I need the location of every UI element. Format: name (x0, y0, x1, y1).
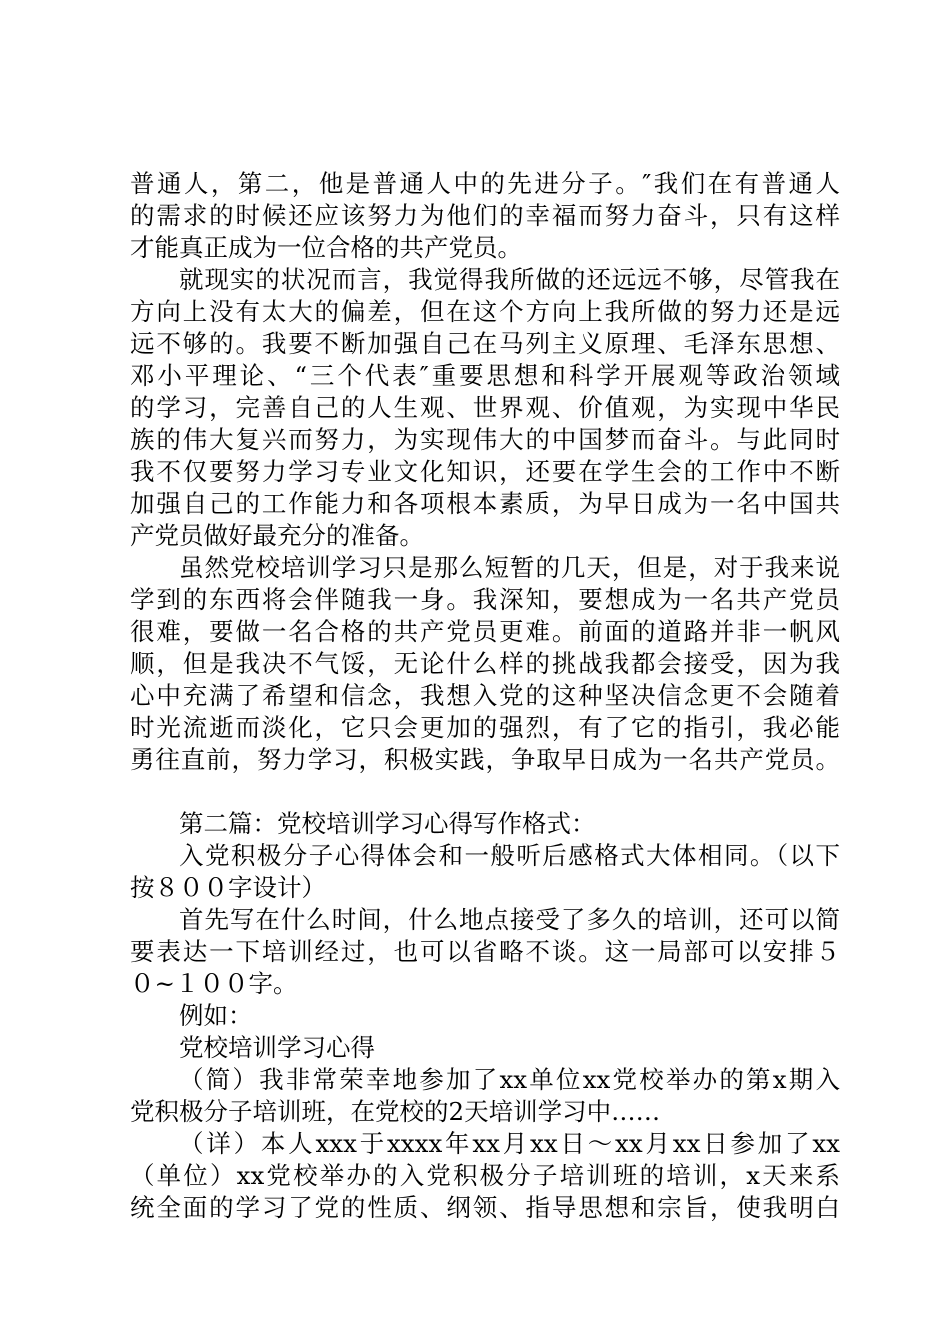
paragraph-line: 顺，但是我决不气馁，无论什么样的挑战我都会接受，因为我 (130, 649, 840, 678)
paragraph-line: 要表达一下培训经过，也可以省略不谈。这一局部可以安排５ (130, 937, 840, 966)
paragraph-line: 入党积极分子心得体会和一般听后感格式大体相同。（以下 (179, 841, 840, 870)
paragraph-line: 的需求的时候还应该努力为他们的幸福而努力奋斗，只有这样 (130, 201, 840, 230)
paragraph-line: （单位）xx党校举办的入党积极分子培训班的培训，x天来系 (130, 1161, 840, 1190)
paragraph-line: 族的伟大复兴而努力，为实现伟大的中国梦而奋斗。与此同时 (130, 425, 840, 454)
paragraph-line: 我不仅要努力学习专业文化知识，还要在学生会的工作中不断 (130, 457, 840, 486)
paragraph-line: 的学习，完善自己的人生观、世界观、价值观，为实现中华民 (130, 393, 840, 422)
document-body (130, 168, 840, 1224)
paragraph-line: 时光流逝而淡化，它只会更加的强烈，有了它的指引，我必能 (130, 713, 840, 742)
paragraph-line: 例如： (179, 1001, 253, 1030)
paragraph-line: 首先写在什么时间，什么地点接受了多久的培训，还可以简 (179, 905, 840, 934)
paragraph-line: 勇往直前，努力学习，积极实践，争取早日成为一名共产党员。 (130, 745, 840, 774)
paragraph-line: 按８００字设计） (130, 873, 326, 902)
paragraph-line: 党积极分子培训班，在党校的2天培训学习中…… (130, 1097, 661, 1126)
section-heading: 第二篇：党校培训学习心得写作格式： (179, 809, 596, 838)
paragraph-line: 统全面的学习了党的性质、纲领、指导思想和宗旨，使我明白 (130, 1193, 840, 1222)
paragraph-gap (130, 776, 840, 808)
paragraph-line: ０~１００字。 (130, 969, 298, 998)
paragraph-line: 邓小平理论、“三个代表″重要思想和科学开展观等政治领域 (130, 361, 840, 390)
paragraph-line: （详）本人xxx于xxxx年xx月xx日～xx月xx日参加了xx (179, 1129, 840, 1158)
paragraph-line: 心中充满了希望和信念，我想入党的这种坚决信念更不会随着 (130, 681, 840, 710)
paragraph-line: 才能真正成为一位合格的共产党员。 (130, 233, 522, 262)
example-title: 党校培训学习心得 (179, 1033, 375, 1062)
paragraph-line: 学到的东西将会伴随我一身。我深知，要想成为一名共产党员 (130, 585, 840, 614)
paragraph-line: 产党员做好最充分的准备。 (130, 521, 424, 550)
paragraph-line: 方向上没有太大的偏差，但在这个方向上我所做的努力还是远 (130, 297, 840, 326)
paragraph-line: 普通人，第二，他是普通人中的先进分子。″我们在有普通人 (130, 169, 840, 198)
paragraph-line: 就现实的状况而言，我觉得我所做的还远远不够，尽管我在 (179, 265, 840, 294)
paragraph-line: 虽然党校培训学习只是那么短暂的几天，但是，对于我来说 (179, 553, 840, 582)
paragraph-line: 很难，要做一名合格的共产党员更难。前面的道路并非一帆风 (130, 617, 840, 646)
paragraph-line: （简）我非常荣幸地参加了xx单位xx党校举办的第x期入 (179, 1065, 840, 1094)
paragraph-line: 加强自己的工作能力和各项根本素质，为早日成为一名中国共 (130, 489, 840, 518)
paragraph-line: 远不够的。我要不断加强自己在马列主义原理、毛泽东思想、 (130, 329, 840, 358)
